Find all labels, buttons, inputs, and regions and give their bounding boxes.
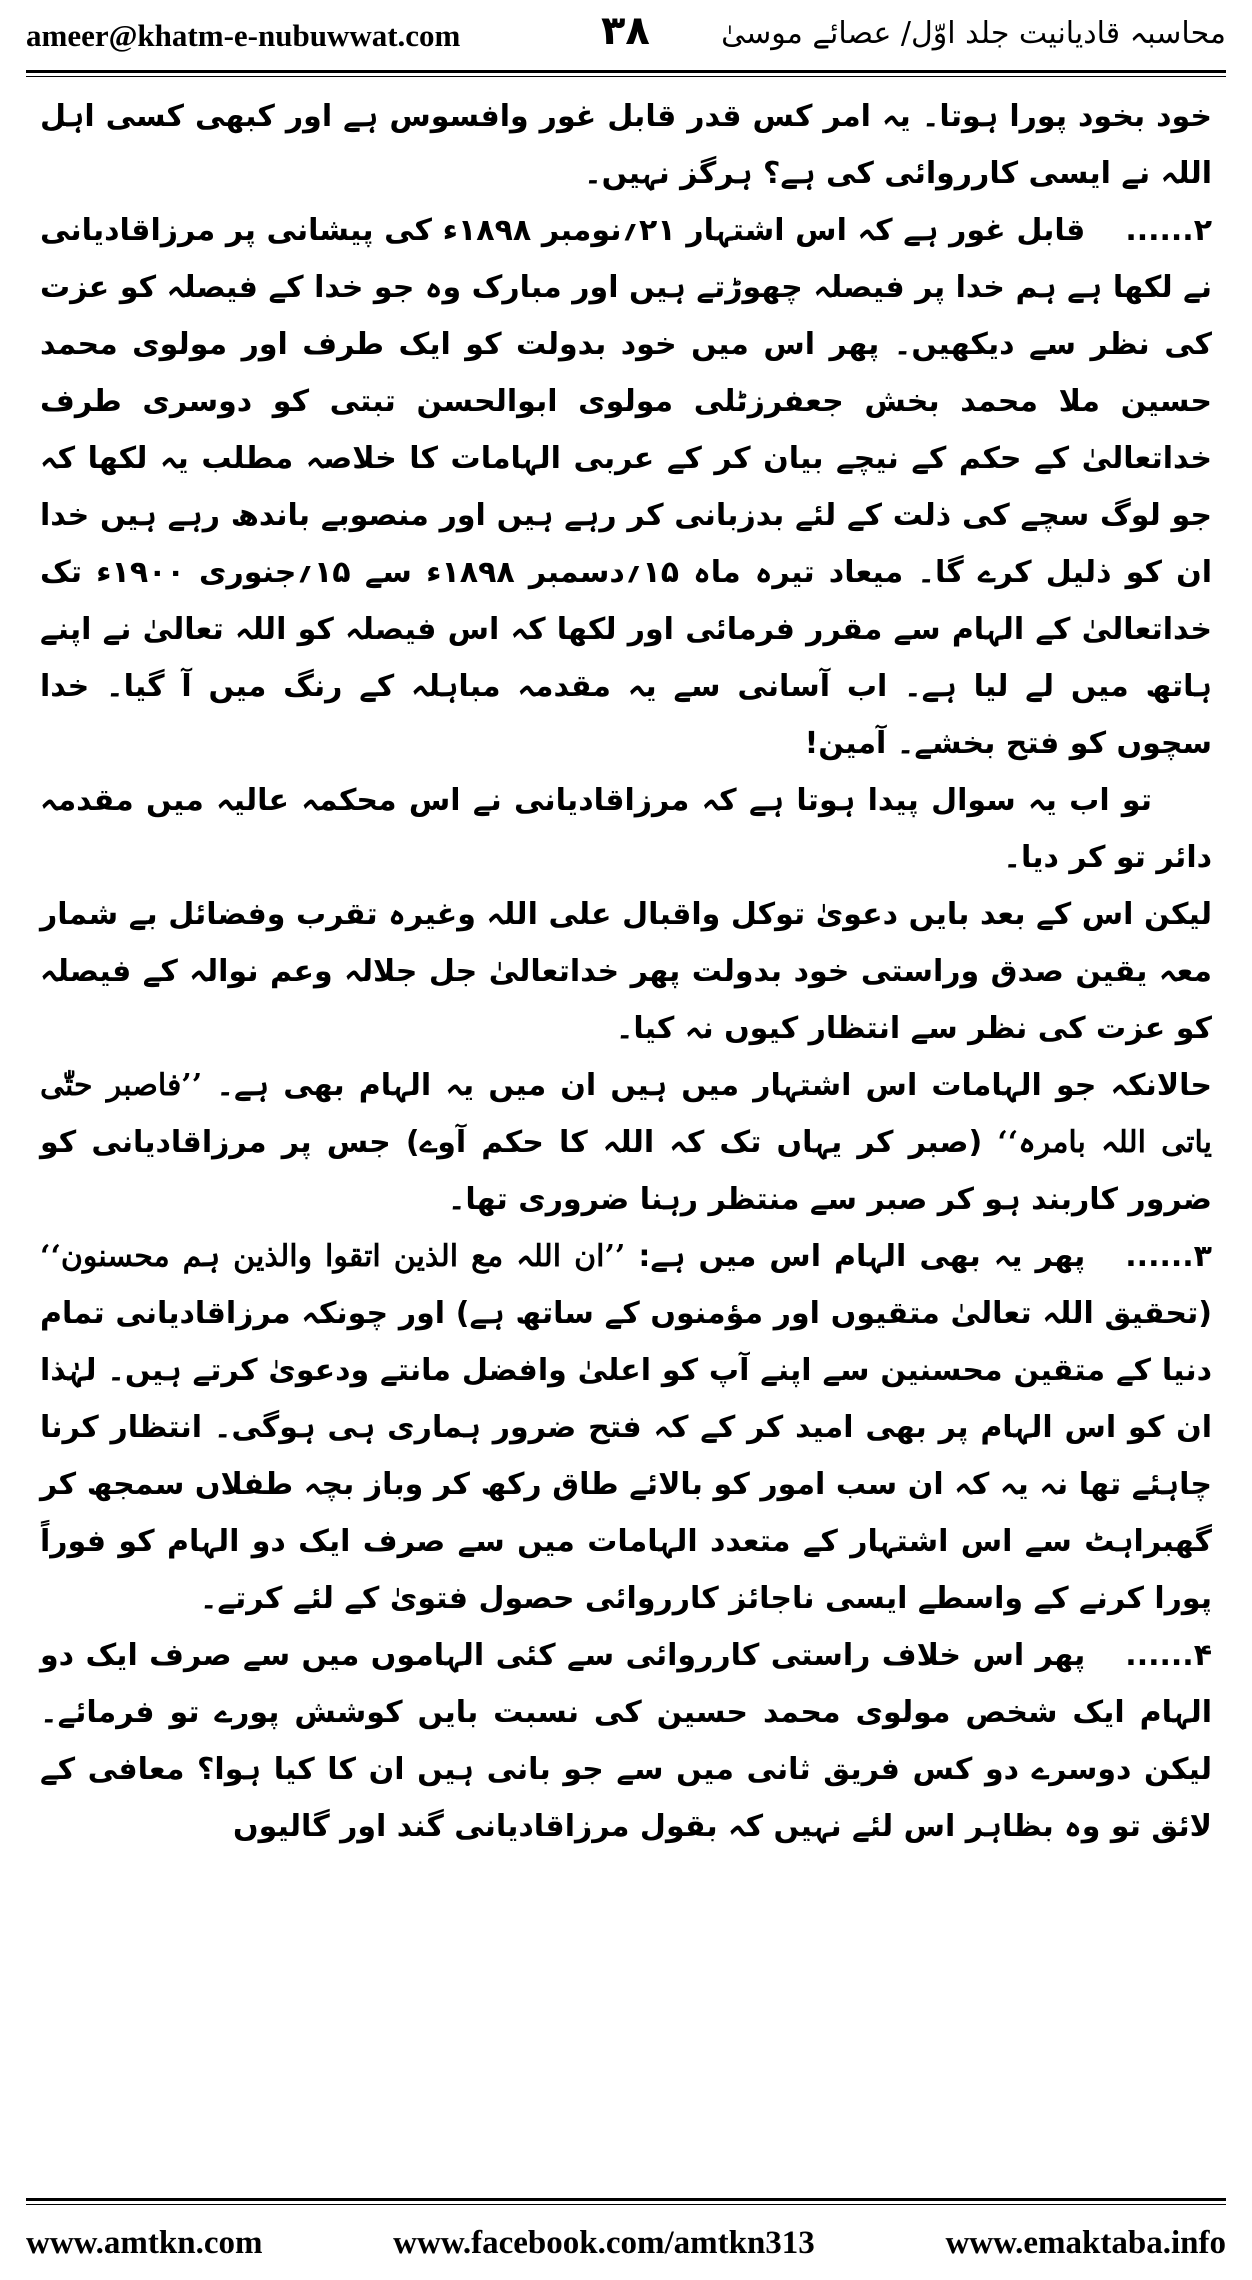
paragraph-4: لیکن اس کے بعد بایں دعویٰ توکل واقبال علی اللہ وغیرہ تقرب وفضائل بے شمار معہ یقین صدق وراستی خود بدولت پھر خداتعالیٰ جل جلالہ وعم نوالہ کے فیصلہ کو عزت کی نظر سے انتظار کیوں نہ کیا۔	[40, 897, 1212, 1046]
footer-link-emaktaba[interactable]: www.emaktaba.info	[945, 2224, 1226, 2261]
paragraph-5-text-a: حالانکہ جو الہامات اس اشتہار میں ہیں ان میں یہ الہام بھی ہے۔	[216, 1068, 1212, 1103]
arabic-quote-2: ’’ان اللہ مع الذین اتقوا والذین ہم محسنون‘‘	[40, 1239, 626, 1274]
paragraph-6-text-b: (تحقیق اللہ تعالیٰ متقیوں اور مؤمنوں کے ساتھ ہے) اور چونکہ مرزاقادیانی تمام دنیا کے متقین محسنین سے اپنے آپ کو اعلیٰ وافضل مانتے ودعویٰ کرتے ہیں۔ لہٰذا ان کو اس الہام پر بھی امید کر کے کہ فتح ضرور ہماری ہی ہوگی۔ انتظار کرنا چاہئے تھا نہ یہ کہ ان سب امور کو بالائے طاق رکھ کر وباز بچہ طفلاں سمجھ کر گھبراہٹ سے اس اشتہار کے متعدد الہامات میں سے صرف ایک دو الہام کو فوراً پورا کرنے کے واسطے ایسی ناجائز کارروائی حصول فتویٰ کے لئے کرتے۔	[40, 1296, 1212, 1616]
paragraph-2	[40, 202, 1212, 772]
book-title: محاسبہ قادیانیت جلد اوّل/ عصائے موسیٰ	[721, 16, 1226, 51]
footer-rule	[26, 2198, 1226, 2201]
paragraph-1: خود بخود پورا ہوتا۔ یہ امر کس قدر قابل غور وافسوس ہے اور کبھی کسی اہل اللہ نے ایسی کارروائی کی ہے؟ ہرگز نہیں۔	[40, 99, 1212, 191]
header-rule-thin	[26, 76, 1226, 77]
paragraph-5-text-b: (صبر کر یہاں تک کہ اللہ کا حکم آوے) جس پر مرزاقادیانی کو ضرور کاربند ہو کر صبر سے منتظر رہنا ضروری تھا۔	[40, 1125, 1212, 1217]
paragraph-3: تو اب یہ سوال پیدا ہوتا ہے کہ مرزاقادیانی نے اس محکمہ عالیہ میں مقدمہ دائر تو کر دیا۔	[40, 783, 1212, 875]
page-header	[26, 8, 1226, 68]
paragraph-7-text: پھر اس خلاف راستی کارروائی سے کئی الہاموں میں سے صرف ایک دو الہام ایک شخص مولوی محمد حسین کی نسبت بایں کوشش پورے تو فرمائے۔ لیکن دوسرے دو کس فریق ثانی میں سے جو بانی ہیں ان کا کیا ہوا؟ معافی کے لائق تو وہ بظاہر اس لئے نہیں کہ بقول مرزاقادیانی گند اور گالیوں	[40, 1638, 1212, 1844]
paragraph-6-text-a: پھر یہ بھی الہام اس میں ہے:	[638, 1239, 1086, 1274]
page-number: ۳۸	[601, 8, 650, 54]
paragraph-2-text: قابل غور ہے کہ اس اشتہار ۲۱؍نومبر ۱۸۹۸ء کی پیشانی پر مرزاقادیانی نے لکھا ہے ہم خدا پر فیصلہ چھوڑتے ہیں اور مبارک وہ جو خدا کے فیصلہ کو عزت کی نظر سے دیکھیں۔ پھر اس میں خود بدولت کو ایک طرف اور مولوی محمد حسین ملا محمد بخش جعفرزٹلی مولوی ابوالحسن تبتی کو دوسری طرف خداتعالیٰ کے حکم کے نیچے بیان کر کے عربی الہامات کا خلاصہ مطلب یہ لکھا کہ جو لوگ سچے کی ذلت کے لئے بدزبانی کر رہے ہیں اور منصوبے باندھ رہے ہیں خدا ان کو ذلیل کرے گا۔ میعاد تیرہ ماہ ۱۵؍دسمبر ۱۸۹۸ء سے ۱۵؍جنوری ۱۹۰۰ء تک خداتعالیٰ کے الہام سے مقرر فرمائی اور لکھا کہ اس فیصلہ کو اللہ تعالیٰ نے اپنے ہاتھ میں لے لیا ہے۔ اب آسانی سے یہ مقدمہ مباہلہ کے رنگ میں آ گیا۔ خدا سچوں کو فتح بخشے۔ آمین!	[40, 213, 1212, 761]
page-footer	[26, 2218, 1226, 2268]
paragraph-5	[40, 1057, 1212, 1228]
page-body	[40, 88, 1212, 2168]
footer-rule-thin	[26, 2204, 1226, 2205]
item-number-2: ۲......	[1125, 213, 1213, 248]
footer-link-amtkn[interactable]: www.amtkn.com	[26, 2224, 263, 2261]
paragraph-7	[40, 1627, 1212, 1855]
header-email: ameer@khatm-e-nubuwwat.com	[26, 18, 461, 53]
paragraph-6	[40, 1228, 1212, 1627]
item-number-4: ۴......	[1125, 1638, 1212, 1673]
header-rule	[26, 70, 1226, 73]
footer-link-facebook[interactable]: www.facebook.com/amtkn313	[393, 2224, 815, 2261]
arabic-quote-1: ’’فاصبر حتّٰی یاتی اللہ بامرہ‘‘	[40, 1068, 1212, 1160]
item-number-3: ۳......	[1125, 1239, 1212, 1274]
